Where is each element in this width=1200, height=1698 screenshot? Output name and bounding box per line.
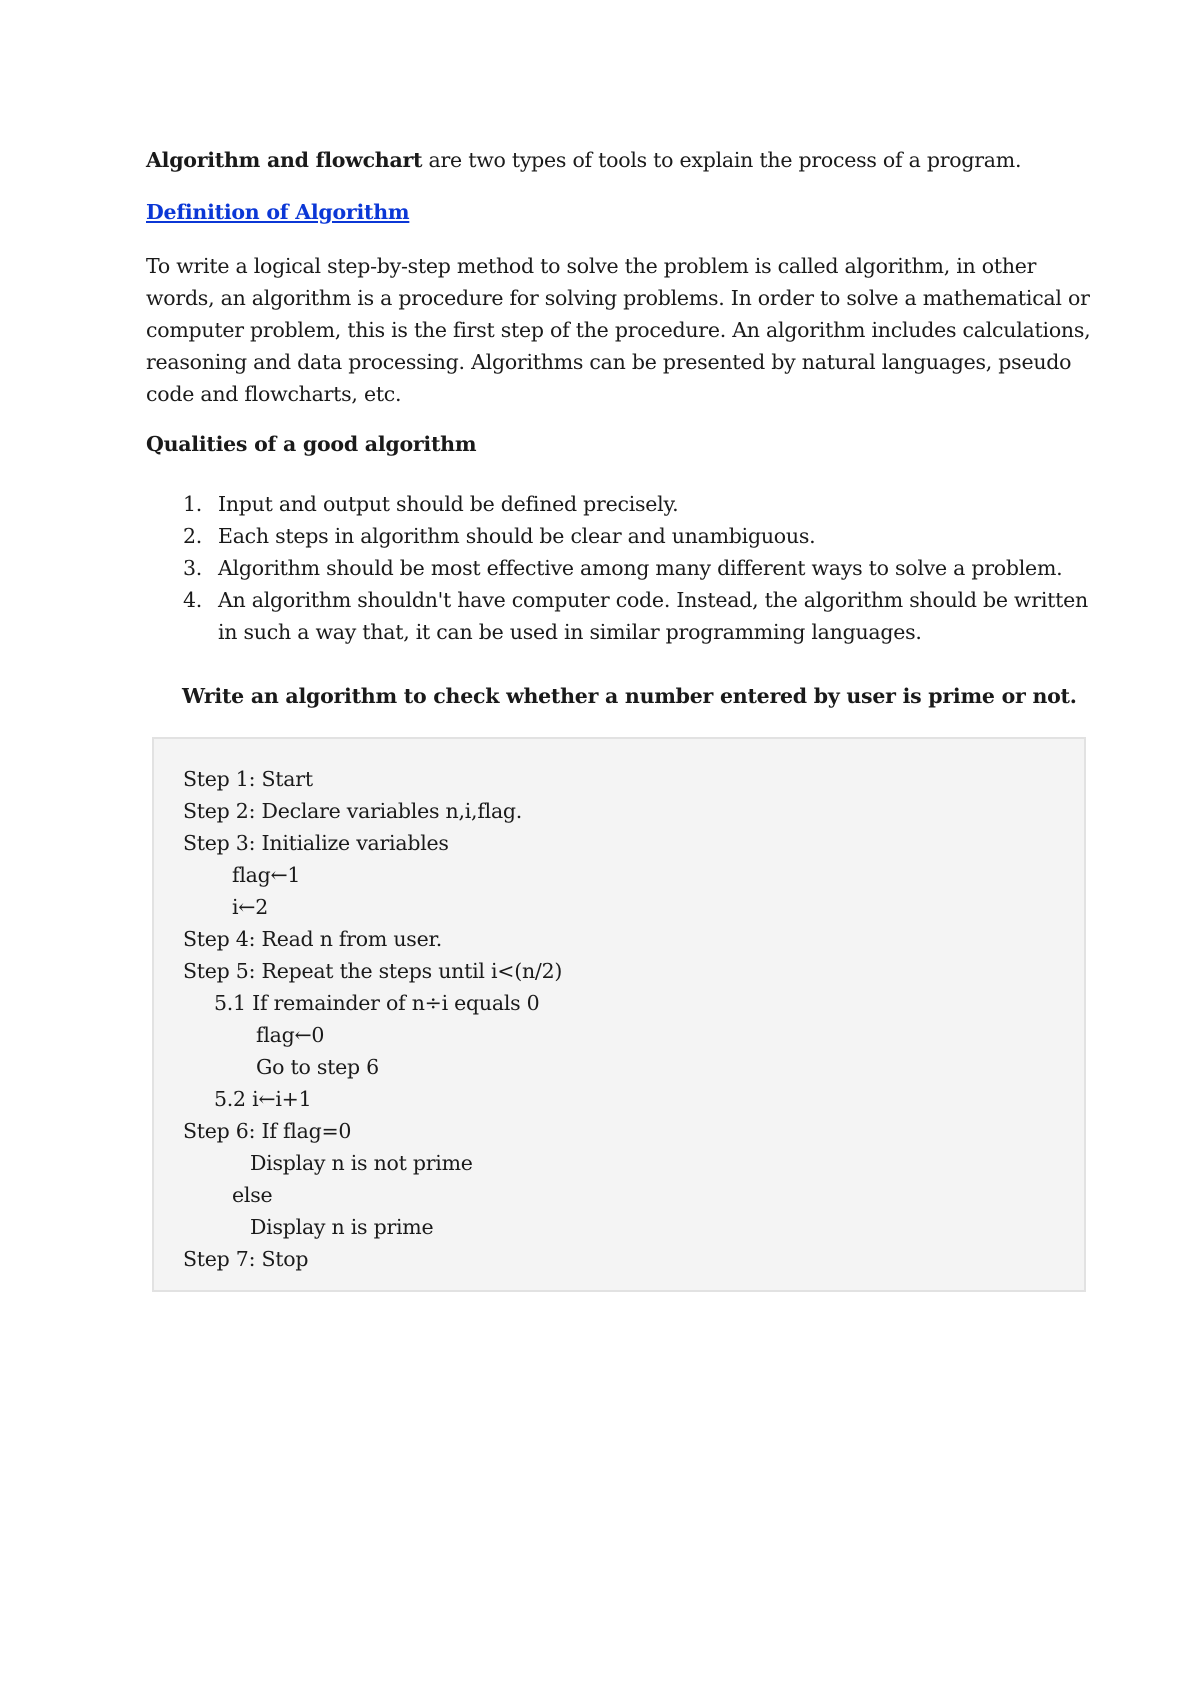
list-item-text: Each steps in algorithm should be clear and unambiguous.	[218, 524, 816, 548]
algorithm-line: else	[232, 1183, 273, 1207]
algorithm-line: Step 2: Declare variables n,i,flag.	[183, 799, 523, 823]
algorithm-line: Step 4: Read n from user.	[183, 927, 443, 951]
list-item-text: Input and output should be defined precisely.	[218, 492, 679, 516]
list-item	[146, 520, 1096, 552]
definition-heading[interactable]	[146, 196, 409, 228]
list-item-text: An algorithm shouldn't have computer code. Instead, the algorithm should be written	[218, 588, 1088, 612]
definition-line: words, an algorithm is a procedure for solving problems. In order to solve a mathematical or	[146, 286, 1090, 310]
definition-link[interactable]: Definition of Algorithm	[146, 200, 410, 224]
list-item-text: in such a way that, it can be used in similar programming languages.	[218, 620, 922, 644]
algorithm-line: Step 7: Stop	[183, 1247, 309, 1271]
definition-line: To write a logical step-by-step method to solve the problem is called algorithm, in other	[146, 254, 1037, 278]
task-heading: Write an algorithm to check whether a number entered by user is prime or not.	[182, 684, 1077, 708]
document-page	[146, 0, 1096, 1698]
algorithm-code-block	[152, 737, 1086, 1292]
algorithm-line: flag←0	[256, 1023, 325, 1047]
algorithm-line: Step 6: If flag=0	[183, 1119, 352, 1143]
algorithm-line: Go to step 6	[256, 1055, 379, 1079]
qualities-list	[146, 488, 1096, 648]
definition-line: computer problem, this is the first step of the procedure. An algorithm includes calculations,	[146, 318, 1091, 342]
algorithm-line: flag←1	[232, 863, 301, 887]
algorithm-line: i←2	[232, 895, 269, 919]
definition-line: code and flowcharts, etc.	[146, 382, 402, 406]
list-number: 3.	[183, 556, 203, 580]
algorithm-line: Step 1: Start	[183, 767, 313, 791]
list-item	[146, 584, 1096, 648]
algorithm-line: Display n is prime	[250, 1215, 434, 1239]
list-item-text: Algorithm should be most effective among many different ways to solve a problem.	[218, 556, 1063, 580]
algorithm-line: 5.1 If remainder of n÷i equals 0	[214, 991, 540, 1015]
list-number: 4.	[183, 588, 203, 612]
list-item	[146, 488, 1096, 520]
intro-text: are two types of tools to explain the process of a program.	[422, 148, 1022, 172]
algorithm-line: Display n is not prime	[250, 1151, 473, 1175]
qualities-heading: Qualities of a good algorithm	[146, 432, 477, 456]
definition-line: reasoning and data processing. Algorithms can be presented by natural languages, pseudo	[146, 350, 1072, 374]
list-item	[146, 552, 1096, 584]
list-number: 1.	[183, 492, 203, 516]
algorithm-line: Step 3: Initialize variables	[183, 831, 449, 855]
list-number: 2.	[183, 524, 203, 548]
algorithm-line: 5.2 i←i+1	[214, 1087, 312, 1111]
intro-bold-text: Algorithm and flowchart	[146, 148, 423, 172]
algorithm-line: Step 5: Repeat the steps until i<(n/2)	[183, 959, 563, 983]
intro-paragraph	[146, 144, 1021, 176]
